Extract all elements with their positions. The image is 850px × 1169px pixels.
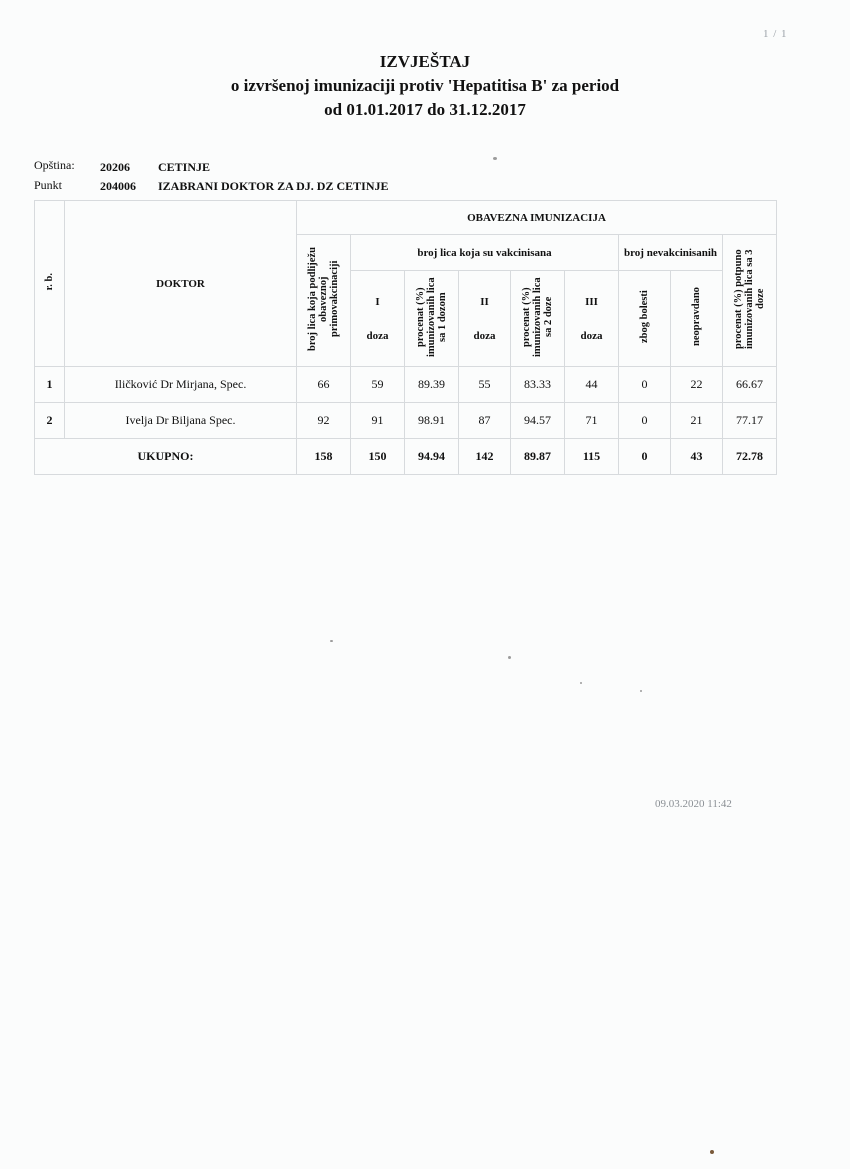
- punkt-name: IZABRANI DOKTOR ZA DJ. DZ CETINJE: [158, 179, 389, 193]
- report-title: IZVJEŠTAJ: [379, 52, 471, 71]
- pct2-header: procenat (%) imunizovanih lica sa 2 doze: [511, 271, 565, 367]
- neopravdano-header: neopravdano: [671, 271, 723, 367]
- nevakcinisanih-header: broj nevakcinisanih: [619, 235, 723, 271]
- rb-header: r. b.: [35, 201, 65, 367]
- pct1-header: procenat (%) imunizovanih lica sa 1 dozom: [405, 271, 459, 367]
- opstina-name: CETINJE: [158, 160, 211, 174]
- opstina-label: Opština:: [34, 158, 75, 172]
- immunization-table: [34, 200, 777, 475]
- scan-speck: [330, 640, 333, 642]
- table-row: 2 Ivelja Dr Biljana Spec. 92 91 98.91 87 94.57 71 0 21 77.17: [35, 403, 777, 439]
- opstina-code: 20206: [100, 160, 130, 174]
- report-subtitle: o izvršenoj imunizaciji protiv 'Hepatitisa B' za period: [230, 76, 620, 95]
- scan-speck: [640, 690, 642, 692]
- total-row: UKUPNO: 158 150 94.94 142 89.87 115 0 43 72.78: [35, 439, 777, 475]
- subject-header: broj lica koja podliježu obaveznoj primovakcinaciji: [297, 235, 351, 367]
- page-number: 1 / 1: [763, 28, 788, 40]
- report-period: od 01.01.2017 do 31.12.2017: [324, 100, 526, 119]
- scan-speck: [710, 1150, 714, 1154]
- dose2-header: II doza: [459, 271, 511, 367]
- table-row: 1 Iličković Dr Mirjana, Spec. 66 59 89.39 55 83.33 44 0 22 66.67: [35, 367, 777, 403]
- punkt-code: 204006: [100, 179, 136, 193]
- doktor-header: DOKTOR: [65, 201, 297, 367]
- dose3-header: III doza: [565, 271, 619, 367]
- scan-speck: [508, 656, 511, 659]
- vakcinisana-header: broj lica koja su vakcinisana: [351, 235, 619, 271]
- print-timestamp: 09.03.2020 11:42: [655, 798, 732, 810]
- pct-full-header: procenat (%) potpuno imunizovanih lica sa 3 doze: [723, 235, 777, 367]
- scan-speck: [493, 157, 497, 160]
- punkt-label: Punkt: [34, 178, 63, 192]
- dose1-header: I doza: [351, 271, 405, 367]
- obavezna-header: OBAVEZNA IMUNIZACIJA: [297, 201, 777, 235]
- bolest-header: zbog bolesti: [619, 271, 671, 367]
- scan-speck: [580, 682, 582, 684]
